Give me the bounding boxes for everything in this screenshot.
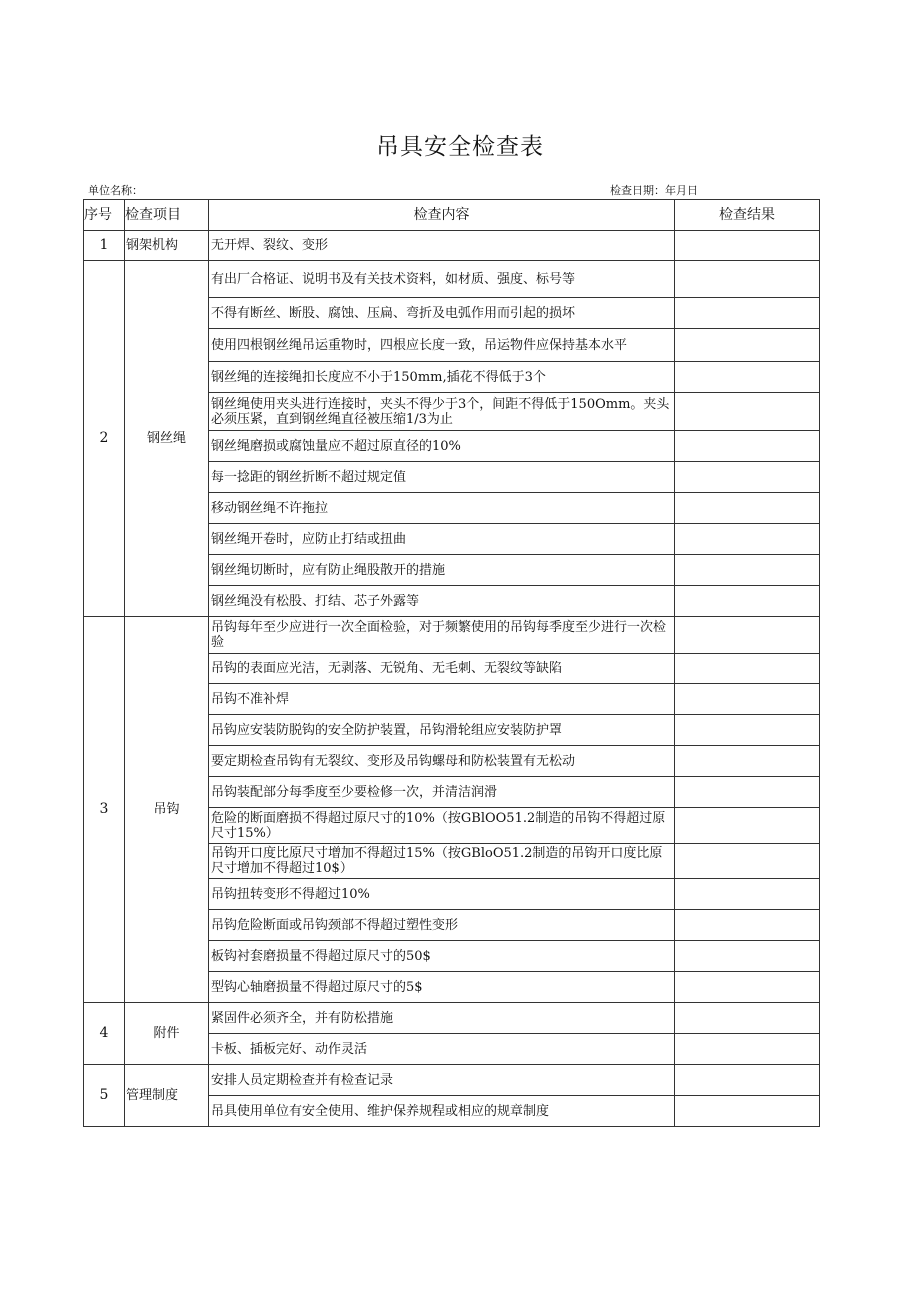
- section-item: 管理制度: [125, 1065, 209, 1127]
- check-content: 吊钩扭转变形不得超过10%: [209, 879, 675, 910]
- check-result-cell[interactable]: [675, 555, 820, 586]
- check-result-cell[interactable]: [675, 941, 820, 972]
- section-item: 吊钩: [125, 617, 209, 1003]
- check-result-cell[interactable]: [675, 654, 820, 684]
- header-no: 序号: [84, 200, 125, 231]
- document-title: 吊具安全检查表: [376, 134, 544, 160]
- check-content: 每一捻距的钢丝折断不超过规定值: [209, 462, 675, 493]
- check-content: 使用四根钢丝绳吊运重物时，四根应长度一致，吊运物件应保持基本水平: [209, 329, 675, 362]
- check-result-cell[interactable]: [675, 1034, 820, 1065]
- inspection-date-label: 检查日期：年月日: [610, 184, 698, 197]
- check-result-cell[interactable]: [675, 393, 820, 431]
- check-content: 吊具使用单位有安全使用、维护保养规程或相应的规章制度: [209, 1096, 675, 1127]
- check-content: 钢丝绳使用夹头进行连接时，夹头不得少于3个，间距不得低于150Omm。夹头必须压紧，直到钢丝绳直径被压缩1/3为止: [209, 393, 675, 431]
- check-result-cell[interactable]: [675, 777, 820, 808]
- section-number: 1: [84, 231, 125, 261]
- check-result-cell[interactable]: [675, 617, 820, 654]
- check-content: 钢丝绳切断时，应有防止绳股散开的措施: [209, 555, 675, 586]
- check-result-cell[interactable]: [675, 808, 820, 844]
- check-content: 钢丝绳磨损或腐蚀量应不超过原直径的10%: [209, 431, 675, 462]
- check-content: 卡板、插板完好、动作灵活: [209, 1034, 675, 1065]
- check-content: 吊钩的表面应光洁，无剥落、无锐角、无毛刺、无裂纹等缺陷: [209, 654, 675, 684]
- check-result-cell[interactable]: [675, 910, 820, 941]
- check-content: 无开焊、裂纹、变形: [209, 231, 675, 261]
- check-content: 吊钩每年至少应进行一次全面检验，对于频繁使用的吊钩每季度至少进行一次检验: [209, 617, 675, 654]
- check-result-cell[interactable]: [675, 231, 820, 261]
- check-content: 移动钢丝绳不许拖拉: [209, 493, 675, 524]
- check-content: 要定期检查吊钩有无裂纹、变形及吊钩螺母和防松装置有无松动: [209, 746, 675, 777]
- check-result-cell[interactable]: [675, 1065, 820, 1096]
- check-result-cell[interactable]: [675, 1003, 820, 1034]
- section-number: 4: [84, 1003, 125, 1065]
- check-result-cell[interactable]: [675, 746, 820, 777]
- unit-name-label: 单位名称：: [88, 184, 143, 197]
- section-number: 5: [84, 1065, 125, 1127]
- check-content: 吊钩应安装防脱钩的安全防护装置，吊钩滑轮组应安装防护罩: [209, 715, 675, 746]
- check-content: 吊钩危险断面或吊钩颈部不得超过塑性变形: [209, 910, 675, 941]
- check-content: 有出厂合格证、说明书及有关技术资料，如材质、强度、标号等: [209, 261, 675, 298]
- table-row: [84, 1003, 820, 1034]
- check-result-cell[interactable]: [675, 879, 820, 910]
- table-row: [84, 231, 820, 261]
- check-content: 钢丝绳的连接绳扣长度应不小于150mm,插花不得低于3个: [209, 362, 675, 393]
- check-content: 吊钩开口度比原尺寸增加不得超过15%（按GBloO51.2制造的吊钩开口度比原尺寸增加不得超过10$）: [209, 844, 675, 879]
- check-content: 危险的断面磨损不得超过原尺寸的10%（按GBlOO51.2制造的吊钩不得超过原尺寸15%）: [209, 808, 675, 844]
- section-item: 钢架机构: [125, 231, 209, 261]
- inspection-table: [83, 199, 820, 1127]
- check-result-cell[interactable]: [675, 261, 820, 298]
- table-row: [84, 1065, 820, 1096]
- check-result-cell[interactable]: [675, 715, 820, 746]
- check-content: 钢丝绳没有松股、打结、芯子外露等: [209, 586, 675, 617]
- table-header-row: [84, 200, 820, 231]
- check-result-cell[interactable]: [675, 362, 820, 393]
- table-row: [84, 617, 820, 654]
- check-result-cell[interactable]: [675, 586, 820, 617]
- section-item: 附件: [125, 1003, 209, 1065]
- check-result-cell[interactable]: [675, 493, 820, 524]
- check-content: 吊钩不准补焊: [209, 684, 675, 715]
- check-result-cell[interactable]: [675, 431, 820, 462]
- check-result-cell[interactable]: [675, 329, 820, 362]
- header-item: 检查项目: [125, 200, 209, 231]
- header-content: 检查内容: [209, 200, 675, 231]
- check-content: 不得有断丝、断股、腐蚀、压扁、弯折及电弧作用而引起的损坏: [209, 298, 675, 329]
- check-result-cell[interactable]: [675, 462, 820, 493]
- check-result-cell[interactable]: [675, 844, 820, 879]
- header-result: 检查结果: [675, 200, 820, 231]
- check-content: 型钩心轴磨损量不得超过原尺寸的5$: [209, 972, 675, 1003]
- check-result-cell[interactable]: [675, 298, 820, 329]
- section-number: 2: [84, 261, 125, 617]
- check-content: 紧固件必须齐全，并有防松措施: [209, 1003, 675, 1034]
- check-result-cell[interactable]: [675, 524, 820, 555]
- check-content: 钢丝绳开卷时，应防止打结或扭曲: [209, 524, 675, 555]
- table-row: [84, 261, 820, 298]
- check-result-cell[interactable]: [675, 972, 820, 1003]
- check-content: 安排人员定期检查并有检查记录: [209, 1065, 675, 1096]
- check-result-cell[interactable]: [675, 1096, 820, 1127]
- section-item: 钢丝绳: [125, 261, 209, 617]
- check-result-cell[interactable]: [675, 684, 820, 715]
- section-number: 3: [84, 617, 125, 1003]
- check-content: 板钩衬套磨损量不得超过原尺寸的50$: [209, 941, 675, 972]
- check-content: 吊钩装配部分每季度至少要检修一次，并清洁润滑: [209, 777, 675, 808]
